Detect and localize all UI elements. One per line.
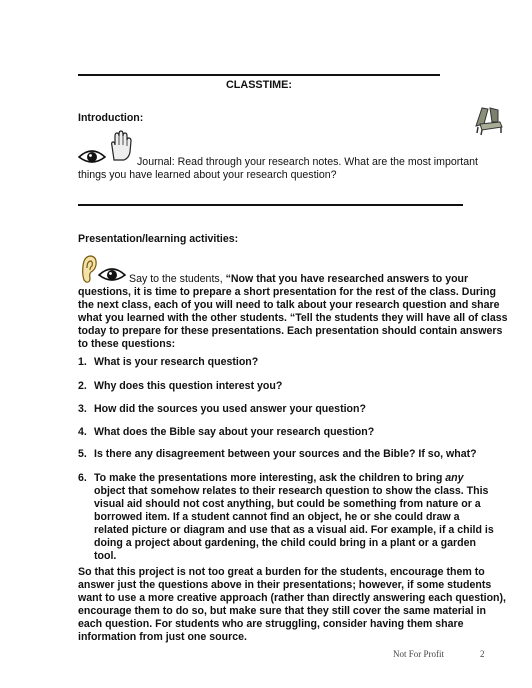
footer-note: Not For Profit [393,649,445,659]
list-item-text [94,472,494,563]
item6-emphasis: any [445,472,464,484]
journal-text [78,156,508,182]
list-item [78,426,498,439]
list-item [78,380,498,393]
top-rule [78,74,440,76]
list-item-text: What is your research question? [94,356,259,368]
list-item [78,472,494,563]
list-item-number: 2. [78,380,87,392]
page-number: 2 [480,649,485,659]
item6-after: object that somehow relates to their research question to show the class. This visual aid should not cost anything, but could be something from nature or a borrowed item. If a student cannot find an object, he or she could draw a related picture or diagram and use that as a visual aid. For example, if a child is doing a project about gardening, the child could bring in a plant or a garden tool. [94,485,494,562]
list-item [78,403,498,416]
list-item-number: 5. [78,448,87,460]
list-item [78,356,498,369]
list-item [78,448,498,461]
list-item-text: What does the Bible say about your research question? [94,426,375,438]
list-item-number: 4. [78,426,87,438]
list-item-number: 1. [78,356,87,368]
list-item-text: How did the sources you used answer your question? [94,403,366,415]
list-item-number: 3. [78,403,87,415]
list-item-text: Why does this question interest you? [94,380,283,392]
closing-paragraph: So that this project is not too great a burden for the students, encourage them to answer just the questions above in their presentations; however, if some students want to use a more creative approach (rather than directly answering each question), encourage them to do so, but make sure that they still cover the same material in each question. For students who are struggling, consider having them share information from just one source. [78,566,506,643]
say-prefix: Say to the students, [129,273,226,285]
list-item-number: 6. [78,472,87,484]
item6-before: To make the presentations more interesting, ask the children to bring [94,472,446,484]
chair-icon [472,102,506,136]
middle-rule [78,204,463,206]
say-to-students-paragraph [78,273,508,351]
journal-text-body: Journal: Read through your research notes. What are the most important things you have learned about your research question? [78,156,478,181]
presentation-heading: Presentation/learning activities: [78,233,239,245]
say-quote: “Now that you have researched answers to your questions, it is time to prepare a short presentation for the rest of the class. During the next class, each of you will need to talk about your research question and share what you learned with the other students. “Tell the students they will have all of class today to prepare for these presentations. Each presentation should contain answers to these questions: [78,273,508,350]
introduction-heading: Introduction: [78,112,144,124]
list-item-text: Is there any disagreement between your sources and the Bible? If so, what? [94,448,477,460]
page-title: CLASSTIME: [226,79,292,91]
